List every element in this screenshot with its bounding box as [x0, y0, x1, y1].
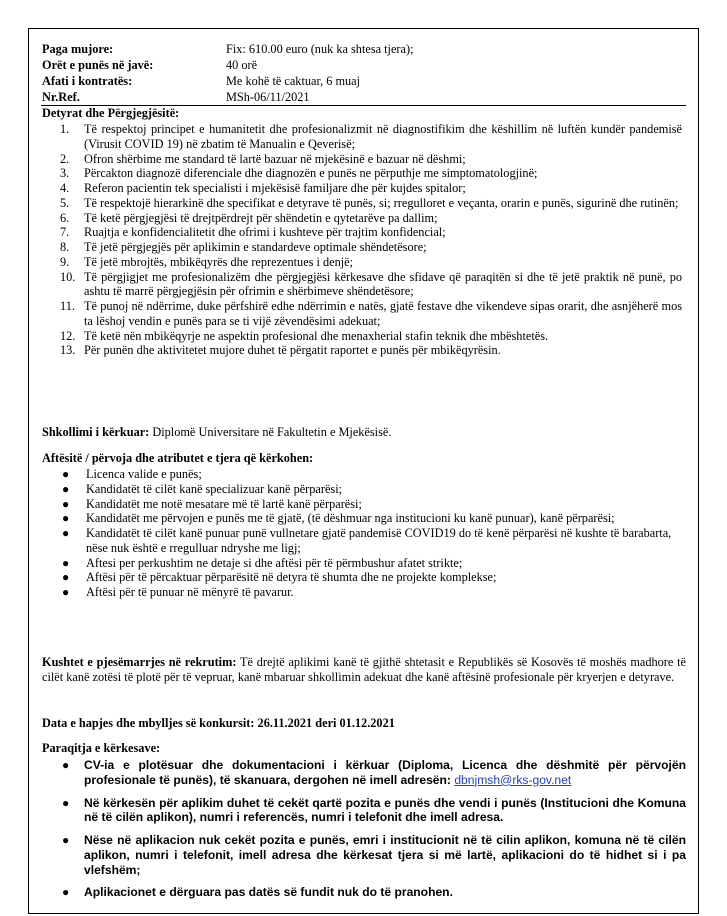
education-line	[42, 425, 686, 440]
reference-label: Nr.Ref.	[42, 90, 80, 104]
bullet-icon: ●	[62, 795, 70, 810]
duty-text: Të respektojë hierarkinë dhe specifikat e detyrave të punës, si; rregulloret e veçanta, orarin e punës, sigurinë dhe rutinën;	[84, 195, 679, 210]
bullet-icon: ●	[62, 526, 70, 540]
duty-number: 11.	[60, 299, 75, 313]
duties-list	[42, 122, 682, 358]
reference-value: MSh-06/11/2021	[226, 90, 310, 104]
duty-number: 6.	[60, 210, 70, 225]
salary-label: Paga mujore:	[42, 42, 114, 56]
skill-item: ● Aftësi për të punuar në mënyrë të pavarur.	[62, 585, 294, 599]
bullet-icon: ●	[62, 885, 70, 900]
hours-value: 40 orë	[226, 58, 258, 72]
conditions-paragraph	[42, 655, 686, 685]
duty-number: 1.	[60, 122, 70, 136]
conditions-label: Kushtet e pjesëmarrjes në rekrutim:	[42, 655, 237, 669]
skill-item: ● Kandidatët me notë mesatare më të lartë kanë përparësi;	[62, 496, 362, 511]
skill-item: ● Kandidatët të cilët kanë specializuar kanë përparësi;	[62, 481, 343, 496]
duty-text: Të punoj në ndërrime, duke përfshirë edhe ndërrimin e natës, gjatë festave dhe vikendeve sipas orarit, dhe asnjëherë mos ta lëshoj vendin e punës para se ti vijë zëvendësimi adekuat;	[84, 299, 682, 328]
duty-item	[42, 152, 682, 167]
duty-item	[42, 240, 682, 255]
duty-item	[42, 299, 682, 329]
duty-text: Ruajtja e konfidencialitetit dhe ofrimi i kushteve për trajtim konfidencial;	[84, 225, 446, 240]
duty-number: 8.	[60, 240, 70, 254]
contract-label: Afati i kontratës:	[42, 74, 133, 88]
duty-number: 4.	[60, 181, 70, 195]
bullet-icon: ●	[62, 467, 70, 481]
contract-value: Me kohë të caktuar, 6 muaj	[226, 74, 361, 88]
bullet-icon: ●	[62, 511, 70, 526]
bullet-icon: ●	[62, 585, 70, 599]
education-value: Diplomë Universitare në Fakultetin e Mjekësisë.	[152, 425, 392, 439]
duty-text: Përcakton diagnozë diferenciale dhe diagnozën e punës ne përputhje me simptomatologjinë;	[84, 166, 538, 181]
bullet-icon: ●	[62, 555, 70, 570]
duty-number: 2.	[60, 151, 70, 166]
duty-item	[42, 211, 682, 226]
bullet-icon: ●	[62, 758, 70, 772]
bullet-icon: ●	[62, 833, 70, 847]
duty-number: 9.	[60, 254, 70, 269]
skills-title: Aftësitë / përvoja dhe atributet e tjera që kërkohen:	[42, 451, 314, 465]
duty-item	[42, 181, 682, 196]
skill-item: ● Aftësi për të përcaktuar përparësitë në detyra të shumta dhe ne projekte komplekse;	[62, 570, 497, 585]
duty-number: 12.	[60, 328, 76, 343]
duty-text: Të përgjigjet me profesionalizëm dhe përgjegjësi kërkesave dhe sfidave që paraqitën si dhe të jetë praktik në punë, po ashtu të marrë përgjegjësin për ofrimin e shërbimeve shëndetësore;	[84, 269, 682, 299]
duty-item	[42, 270, 682, 300]
submission-item	[42, 796, 686, 826]
duty-text: Të jetë përgjegjës për aplikimin e standardeve optimale shëndetësore;	[84, 240, 427, 254]
duty-number: 10.	[60, 269, 76, 284]
duty-item	[42, 225, 682, 240]
conditions-text: Të drejtë aplikimi kanë të gjithë shtetasit e Republikës së Kosovës të moshës madhore të cilët kanë zotësi të plotë për të vepruar, kanë mbaruar shkollimin adekuat dhe kanë aftësinë profesionale për kryerjen e detyrave.	[42, 655, 686, 684]
duty-text: Të respektoj principet e humanitetit dhe profesionalizmit në diagnostifikim dhe këshillim në luftën kundër pandemisë (Virusit COVID 19) në zbatim të Manualin e Qeverisë;	[84, 122, 682, 151]
submission-item	[42, 833, 686, 877]
bullet-icon: ●	[62, 570, 70, 585]
skill-item: ● Licenca valide e punës;	[62, 467, 202, 481]
duty-text: Referon pacientin tek specialisti i mjekësisë familjare dhe për kujdes spitalor;	[84, 181, 466, 195]
submission-item-text: Aplikacionet e dërguara pas datës së fundit nuk do të pranohen.	[84, 885, 453, 900]
submission-item	[42, 758, 686, 788]
duty-text: Ofron shërbime me standard të lartë bazuar në mjekësinë e bazuar në dëshmi;	[84, 151, 466, 166]
submission-item-text: Në kërkesën për aplikim duhet të cekët qartë pozita e punës dhe vendi i punës (Institucioni dhe Komuna në të cilën aplikon), numri i referencës, numri i telefonit dhe imell adresa.	[84, 795, 686, 825]
duty-number: 5.	[60, 195, 70, 210]
submission-list	[42, 758, 686, 908]
duty-item	[42, 329, 682, 344]
duty-item	[42, 255, 682, 270]
duty-text: Të jetë mbrojtës, mbikëqyrës dhe reprezentues i denjë;	[84, 254, 354, 269]
duty-text: Të ketë përgjegjësi të drejtpërdrejt për shëndetin e qytetarëve pa dallim;	[84, 210, 438, 225]
salary-value: Fix: 610.00 euro (nuk ka shtesa tjera);	[226, 42, 414, 56]
skill-item: ● Kandidatët të cilët kanë punuar punë vullnetare gjatë pandemisë COVID19 do të kenë përparësi në kushte të barabarta, nëse nuk është e rregulluar ndryshe me ligj;	[62, 526, 672, 555]
bullet-icon: ●	[62, 496, 70, 511]
duty-text: Të ketë nën mbikëqyrje ne aspektin profesional dhe menaxherial stafin teknik dhe mbështetës.	[84, 328, 549, 343]
duty-number: 3.	[60, 166, 70, 181]
skill-item: ● Kandidatët me përvojen e punës me të gjatë, (të dëshmuar nga institucioni ku kanë punuar), kanë përparësi;	[62, 511, 615, 526]
skill-item: ● Aftesi per perkushtim ne detaje si dhe aftësi për të përmbushur afatet strikte;	[62, 555, 463, 570]
email-link[interactable]: dbnjmsh@rks-gov.net	[454, 772, 572, 787]
duty-item	[42, 122, 682, 152]
submission-title: Paraqitja e kërkesave:	[42, 741, 161, 755]
duty-number: 13.	[60, 343, 76, 358]
submission-item-text: Nëse në aplikacion nuk cekët pozita e punës, emri i institucionit në të cilin aplikon, komuna në të cilën aplikon, numri i telefonit, imell adresa dhe kërkesat tjera si më lartë, aplikacioni do të hidhet si i pa vlefshëm;	[84, 833, 686, 877]
duty-item	[42, 166, 682, 181]
duty-text: Për punën dhe aktivitetet mujore duhet të përgatit raportet e punës për mbikëqyrësin.	[84, 343, 501, 358]
hours-label: Orët e punës në javë:	[42, 58, 154, 72]
skills-list	[42, 467, 682, 600]
bullet-icon: ●	[62, 481, 70, 496]
submission-item	[42, 885, 686, 900]
duty-item	[42, 196, 682, 211]
education-label: Shkollimi i kërkuar:	[42, 425, 150, 439]
submission-item-text: CV-ia e plotësuar dhe dokumentacioni i kërkuar (Diploma, Licenca dhe dëshmitë për përvojën profesionale të punës), të skanuara, dergohen në imell adresën:	[84, 758, 686, 787]
duties-title: Detyrat dhe Përgjegjësitë:	[42, 106, 180, 120]
duty-number: 7.	[60, 225, 70, 240]
competition-dates: Data e hapjes dhe mbylljes së konkursit: 26.11.2021 deri 01.12.2021	[42, 716, 395, 730]
duty-item	[42, 343, 682, 358]
